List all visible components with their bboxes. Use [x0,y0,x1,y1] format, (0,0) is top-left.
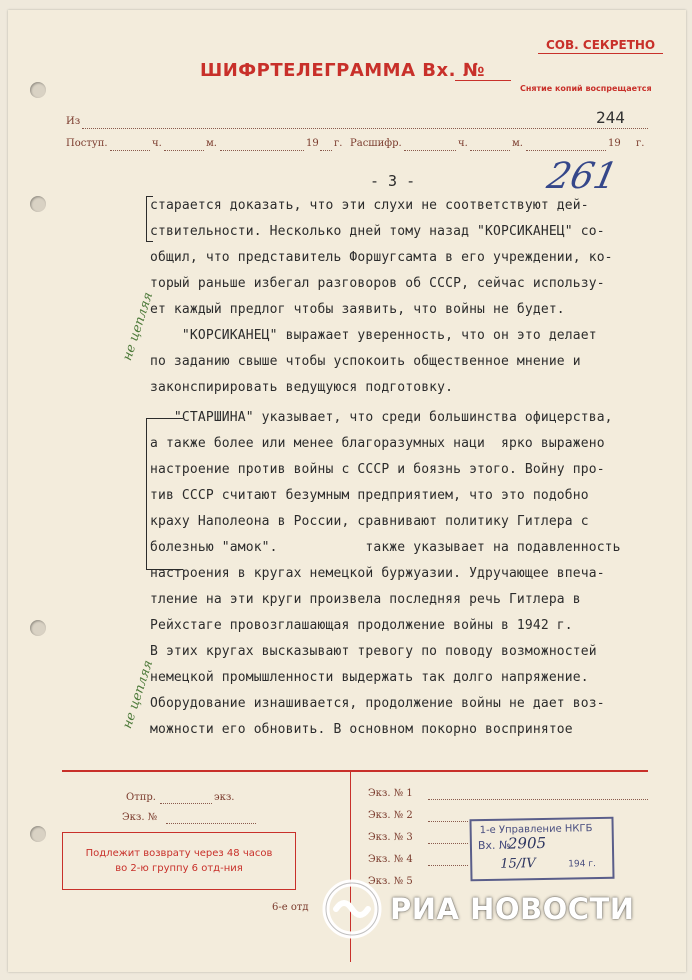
decipher-label: Расшифр. [350,138,402,149]
body-line: В этих кругах высказывают тревогу по поводу возможностей [150,644,597,659]
field-line [220,150,304,151]
body-line: торый раньше избегал разговоров об СССР, сейчас использу- [150,276,605,291]
copy-entry: Экз. № 3 [368,832,413,843]
body-line: законспирировать ведущуюся подготовку. [150,380,454,395]
from-field-line [82,128,648,129]
ria-logo-icon [322,879,382,939]
field-line [428,865,468,866]
body-line: настроение против войны с СССР и боязнь этого. Войну про- [150,462,605,477]
registration-stamp [469,817,614,882]
handwritten-number: 244 [596,108,625,127]
body-line: старается доказать, что эти слухи не соответствуют дей- [150,198,589,213]
return-notice-line: Подлежит возврату через 48 часов [85,847,273,859]
punch-hole [30,826,46,842]
ria-novosti-watermark [322,878,635,940]
number-underline [455,80,511,81]
field-line [470,150,510,151]
field-line [110,150,150,151]
body-line: тление на эти круги произвела последняя речь Гитлера в [150,592,581,607]
footer-divider [62,770,648,772]
minute-label: м. [512,138,523,149]
body-line: настроения в кругах немецкой буржуазии. Удручающее впеча- [150,566,605,581]
body-line: ет каждый предлог чтобы заявить, что войны не будет. [150,302,565,317]
margin-note: не цепляя [120,658,157,731]
copy-no-label: Экз. № [122,812,158,823]
field-line [160,803,212,804]
document-title: ШИФРТЕЛЕГРАММА Вх. № [200,60,485,81]
stamp-in-label: Вх. № [477,838,511,853]
field-line [166,823,256,824]
body-line: общил, что представитель Форшугсамта в его учреждении, ко- [150,250,613,265]
year-suffix: г. [334,138,343,149]
field-line [428,821,468,822]
body-line: краху Наполеона в России, сравнивают политику Гитлера с [150,514,589,529]
field-line [428,843,468,844]
archive-number: 261 [543,156,622,197]
body-line: Рейхстаге провозглашающая продолжение войны в 1942 г. [150,618,573,633]
body-line: можности его обновить. В основном покорно воспринятое [150,722,573,737]
body-line: "СТАРШИНА" указывает, что среди большинства офицерства, [150,410,613,425]
body-line: тив СССР считают безумным предприятием, что это подобно [150,488,589,503]
minute-label: м. [206,138,217,149]
received-label: Поступ. [66,138,108,149]
hour-label: ч. [152,138,162,149]
year-prefix: 19 [608,138,621,149]
field-line [320,150,332,151]
return-notice-line: во 2-ю группу 6 отд-ния [115,863,243,874]
year-suffix: г. [636,138,645,149]
copies-label: экз. [214,792,235,803]
copy-notice: Снятие копий воспрещается [520,84,652,93]
field-line [404,150,456,151]
page-number: - 3 - [370,172,416,190]
body-line: "КОРСИКАНЕЦ" выражает уверенность, что он это делает [150,328,597,343]
copy-entry: Экз. № 2 [368,810,413,821]
hour-label: ч. [458,138,468,149]
stamp-department: 1-е Управление НКГБ [479,823,593,837]
stamp-year: 194 г. [568,859,596,870]
margin-note: не цепляя [120,290,157,363]
stamp-number: 2905 [507,833,547,853]
sent-label: Отпр. [126,792,156,803]
return-notice-box [62,832,296,890]
copy-entry: Экз. № 4 [368,854,413,865]
punch-hole [30,196,46,212]
field-line [428,799,648,800]
copy-entry: Экз. № 5 [368,876,413,887]
body-line: Оборудование изнашивается, продолжение войны не дает воз- [150,696,605,711]
year-prefix: 19 [306,138,319,149]
body-line: а также более или менее благоразумных наци ярко выражено [150,436,605,451]
watermark-text: РИА НОВОСТИ [390,892,635,926]
field-line [526,150,606,151]
from-label: Из [66,116,81,127]
body-line: немецкой промышленности выдержать так долго напряжение. [150,670,589,685]
body-line: по заданию свыше чтобы успокоить общественное мнение и [150,354,581,369]
punch-hole [30,82,46,98]
stamp-date: 15/IV [500,856,536,872]
copy-entry: Экз. № 1 [368,788,413,799]
department-footer: 6-е отд [272,902,309,913]
field-line [164,150,204,151]
body-line: ствительности. Несколько дней тому назад "КОРСИКАНЕЦ" со- [150,224,605,239]
punch-hole [30,620,46,636]
classification-label: СОВ. СЕКРЕТНО [538,38,663,54]
body-line: болезнью "амок". также указывает на подавленность [150,540,621,555]
